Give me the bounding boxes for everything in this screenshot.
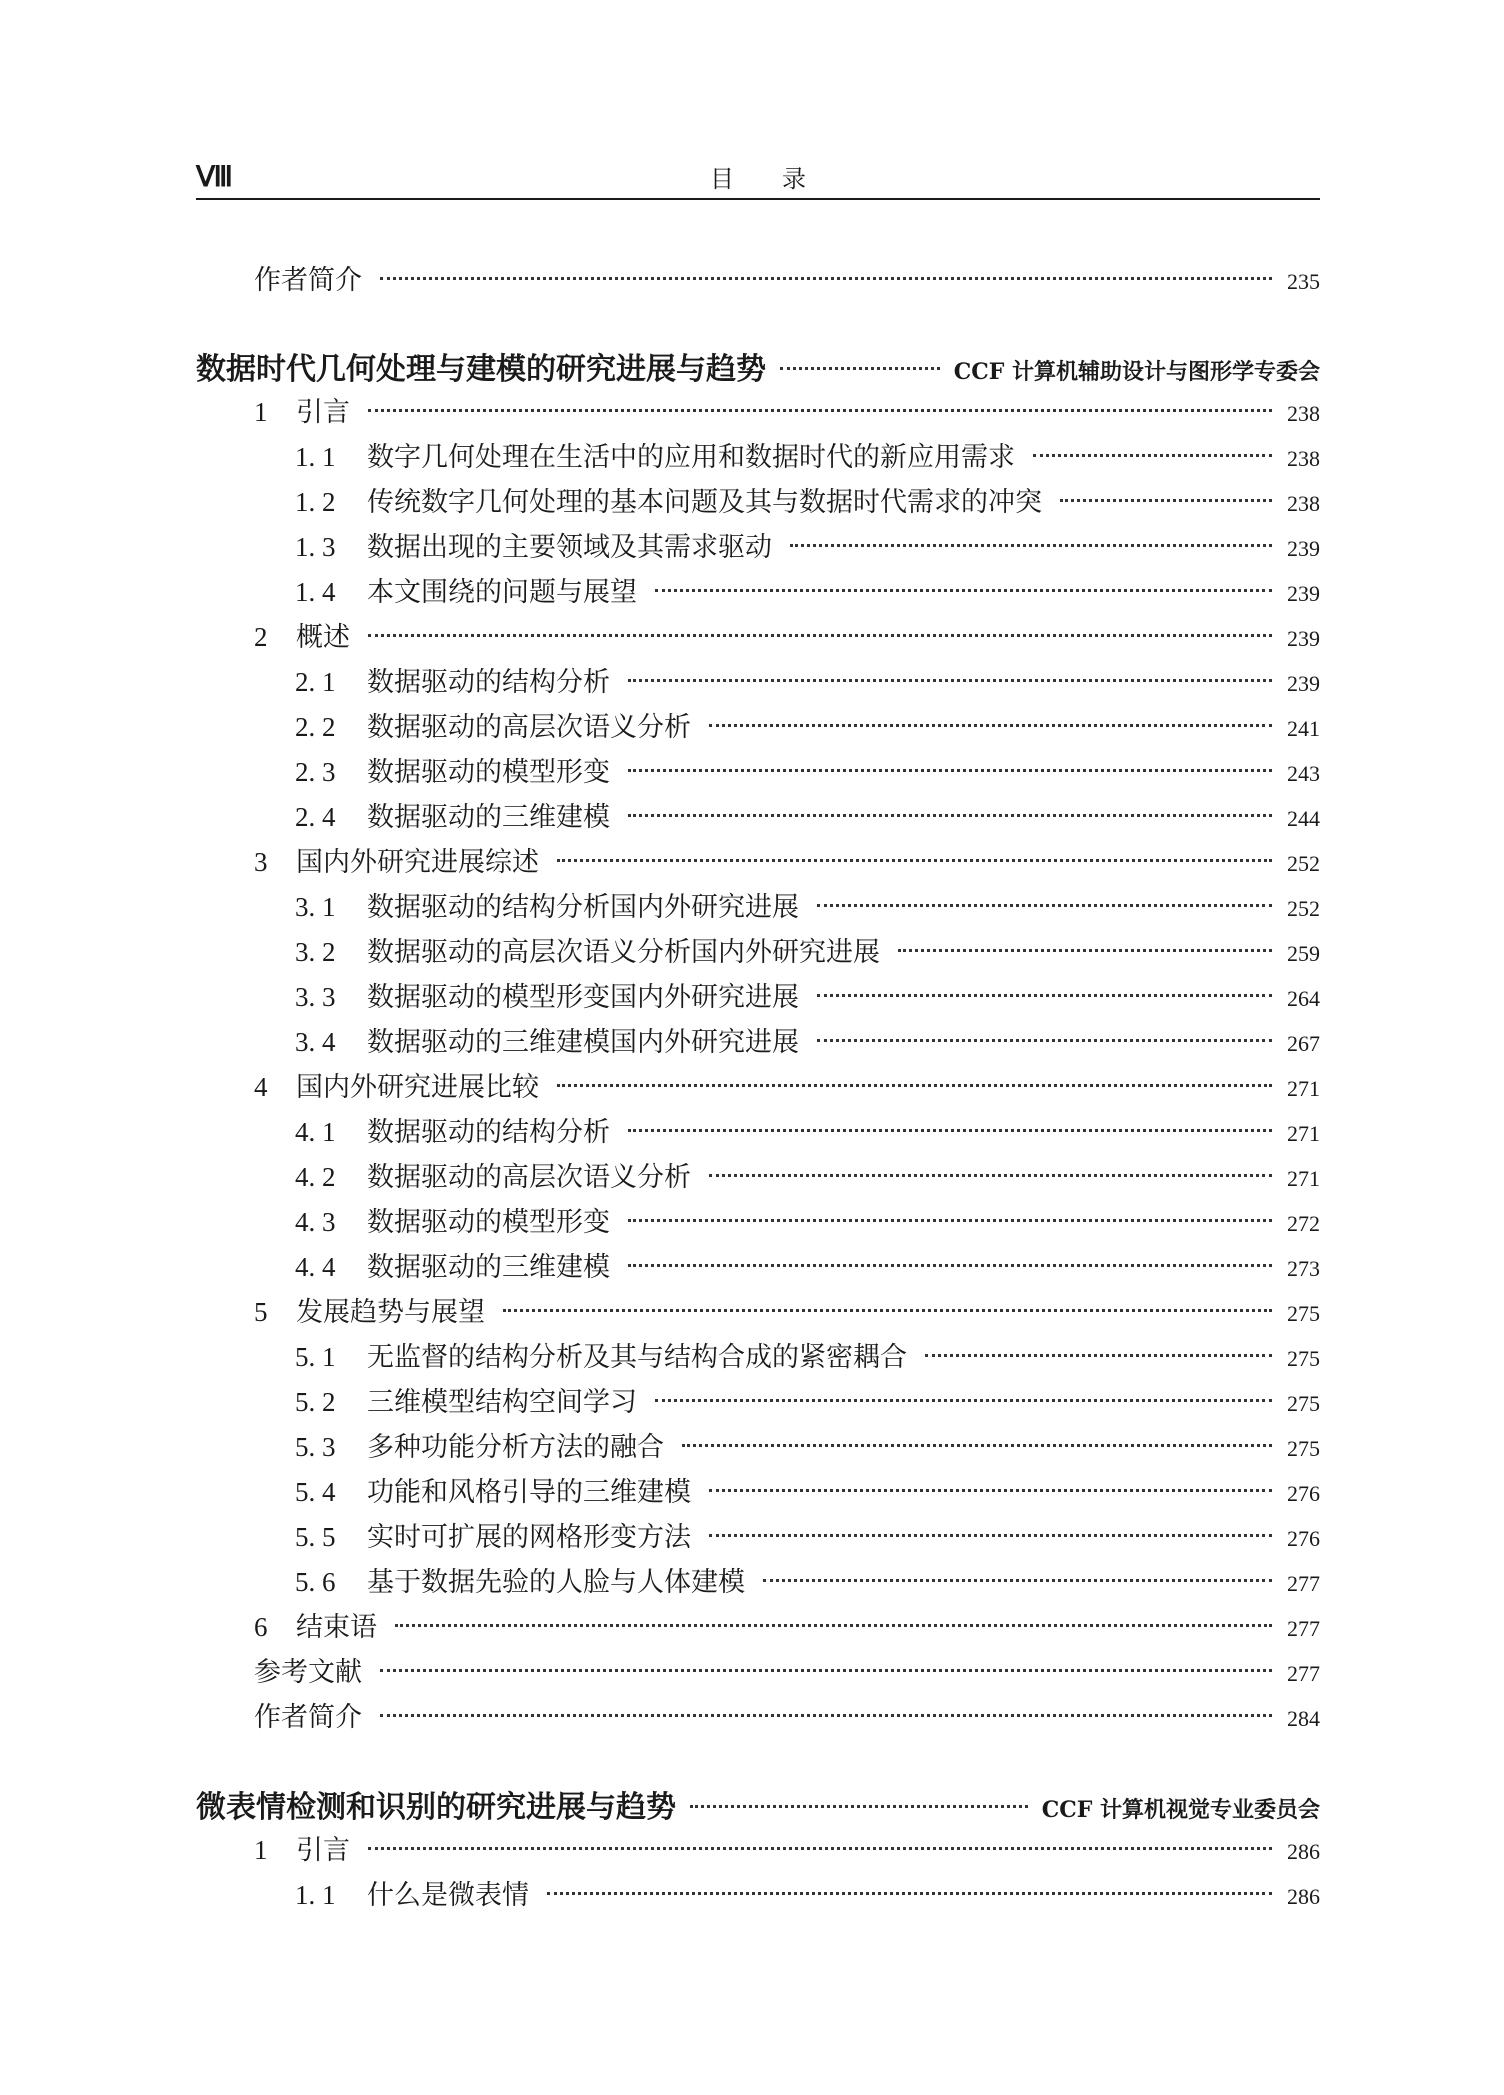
section-number: 1. 1 <box>295 1880 336 1910</box>
section-title: 结束语 <box>296 1612 377 1643</box>
dot-leader <box>380 277 1272 280</box>
section-number: 5 <box>254 1297 268 1327</box>
page-ref: 243 <box>1287 761 1320 786</box>
page-ref: 239 <box>1287 626 1320 651</box>
dot-leader <box>780 367 940 370</box>
toc-entry <box>295 480 1320 520</box>
dot-leader <box>709 724 1272 727</box>
dot-leader <box>690 1805 1028 1808</box>
dot-leader <box>628 1219 1272 1222</box>
toc-entry <box>254 390 1320 430</box>
section-title: 国内外研究进展综述 <box>296 847 539 878</box>
page-ref: 238 <box>1287 401 1320 426</box>
toc-entry <box>295 1380 1320 1420</box>
section-number: 3. 2 <box>295 937 336 967</box>
section-number: 5. 4 <box>295 1477 336 1507</box>
section-number: 4. 4 <box>295 1252 336 1282</box>
toc-entry <box>254 1065 1320 1105</box>
section-number: 4. 1 <box>295 1117 336 1147</box>
dot-leader <box>1060 499 1272 502</box>
section-title: 数据驱动的高层次语义分析 <box>367 1162 691 1193</box>
toc-chapter-title <box>196 1782 1320 1825</box>
section-number: 5. 1 <box>295 1342 336 1372</box>
toc-entry <box>254 840 1320 880</box>
dot-leader <box>709 1174 1272 1177</box>
toc-entry <box>254 1650 1320 1690</box>
dot-leader <box>709 1489 1272 1492</box>
section-number: 4. 3 <box>295 1207 336 1237</box>
page-ref: 286 <box>1287 1884 1320 1909</box>
page-ref: 239 <box>1287 581 1320 606</box>
toc-entry <box>295 795 1320 835</box>
dot-leader <box>655 1399 1272 1402</box>
section-title: 无监督的结构分析及其与结构合成的紧密耦合 <box>367 1342 907 1373</box>
toc-entry <box>295 660 1320 700</box>
dot-leader <box>682 1444 1272 1447</box>
dot-leader <box>557 859 1272 862</box>
chapter-author-org: CCF 计算机辅助设计与图形学专委会 <box>953 359 1320 385</box>
dot-leader <box>368 1847 1272 1850</box>
toc-entry <box>295 705 1320 745</box>
dot-leader <box>817 904 1272 907</box>
section-title: 基于数据先验的人脸与人体建模 <box>367 1567 745 1598</box>
running-title: 目 录 <box>710 165 806 193</box>
page-ref: 238 <box>1287 491 1320 516</box>
toc-entry <box>295 1873 1320 1913</box>
section-title: 国内外研究进展比较 <box>296 1072 539 1103</box>
chapter-author-org: CCF 计算机视觉专业委员会 <box>1041 1797 1320 1823</box>
toc-entry <box>295 1245 1320 1285</box>
page-ref: 286 <box>1287 1839 1320 1864</box>
toc-entry <box>295 435 1320 475</box>
dot-leader <box>628 679 1272 682</box>
dot-leader <box>898 949 1272 952</box>
page-ref: 276 <box>1287 1481 1320 1506</box>
section-title: 数据驱动的高层次语义分析 <box>367 712 691 743</box>
toc-entry <box>295 930 1320 970</box>
section-title: 作者简介 <box>254 1702 362 1733</box>
page-ref: 239 <box>1287 671 1320 696</box>
section-title: 引言 <box>296 1835 350 1866</box>
section-number: 2. 3 <box>295 757 336 787</box>
section-number: 5. 5 <box>295 1522 336 1552</box>
toc-entry <box>295 525 1320 565</box>
dot-leader <box>557 1084 1272 1087</box>
chapter-title: 数据时代几何处理与建模的研究进展与趋势 <box>196 352 766 387</box>
section-number: 5. 3 <box>295 1432 336 1462</box>
dot-leader <box>655 589 1272 592</box>
section-number: 1. 1 <box>295 442 336 472</box>
section-title: 作者简介 <box>254 265 362 296</box>
dot-leader <box>817 994 1272 997</box>
toc-entry <box>295 570 1320 610</box>
section-title: 数据驱动的三维建模 <box>367 802 610 833</box>
toc-entry <box>295 1515 1320 1555</box>
toc-entry <box>295 975 1320 1015</box>
toc-entry <box>254 1695 1320 1735</box>
toc-entry <box>254 615 1320 655</box>
section-number: 3 <box>254 847 268 877</box>
page-ref: 271 <box>1287 1121 1320 1146</box>
toc-entry <box>295 1110 1320 1150</box>
toc-entry <box>295 1155 1320 1195</box>
section-number: 2. 2 <box>295 712 336 742</box>
page-ref: 244 <box>1287 806 1320 831</box>
toc-entry <box>295 1200 1320 1240</box>
chapter-title: 微表情检测和识别的研究进展与趋势 <box>196 1790 676 1825</box>
section-title: 引言 <box>296 397 350 428</box>
toc-entry <box>295 1020 1320 1060</box>
page-ref: 267 <box>1287 1031 1320 1056</box>
page-ref: 271 <box>1287 1166 1320 1191</box>
toc-entry <box>254 1828 1320 1868</box>
page-ref: 252 <box>1287 851 1320 876</box>
section-title: 数据驱动的模型形变 <box>367 757 610 788</box>
toc-entry <box>254 1290 1320 1330</box>
section-number: 2. 4 <box>295 802 336 832</box>
section-title: 数据驱动的模型形变国内外研究进展 <box>367 982 799 1013</box>
section-title: 传统数字几何处理的基本问题及其与数据时代需求的冲突 <box>367 487 1042 518</box>
section-number: 1. 4 <box>295 577 336 607</box>
page-ref: 252 <box>1287 896 1320 921</box>
section-title: 发展趋势与展望 <box>296 1297 485 1328</box>
section-number: 3. 3 <box>295 982 336 1012</box>
page-ref: 272 <box>1287 1211 1320 1236</box>
dot-leader <box>817 1039 1272 1042</box>
page-ref: 277 <box>1287 1661 1320 1686</box>
dot-leader <box>380 1714 1272 1717</box>
dot-leader <box>547 1892 1272 1895</box>
section-title: 数字几何处理在生活中的应用和数据时代的新应用需求 <box>367 442 1015 473</box>
section-title: 三维模型结构空间学习 <box>367 1387 637 1418</box>
section-title: 参考文献 <box>254 1657 362 1688</box>
toc-entry <box>295 1425 1320 1465</box>
section-number: 4 <box>254 1072 268 1102</box>
section-title: 数据驱动的结构分析 <box>367 667 610 698</box>
section-title: 实时可扩展的网格形变方法 <box>367 1522 691 1553</box>
dot-leader <box>628 769 1272 772</box>
page-ref: 271 <box>1287 1076 1320 1101</box>
section-number: 5. 6 <box>295 1567 336 1597</box>
toc-entry <box>295 885 1320 925</box>
page-ref: 238 <box>1287 446 1320 471</box>
section-title: 概述 <box>296 622 350 653</box>
running-header <box>196 158 1320 200</box>
toc-entry <box>295 1470 1320 1510</box>
section-title: 数据驱动的高层次语义分析国内外研究进展 <box>367 937 880 968</box>
toc-entry <box>295 1560 1320 1600</box>
section-number: 2 <box>254 622 268 652</box>
toc-entry <box>254 258 1320 298</box>
section-title: 数据驱动的三维建模 <box>367 1252 610 1283</box>
toc-chapter-title <box>196 344 1320 387</box>
section-number: 1. 3 <box>295 532 336 562</box>
section-title: 数据驱动的结构分析 <box>367 1117 610 1148</box>
page-ref: 275 <box>1287 1301 1320 1326</box>
page-number: Ⅷ <box>196 162 232 193</box>
dot-leader <box>628 1264 1272 1267</box>
section-title: 数据驱动的结构分析国内外研究进展 <box>367 892 799 923</box>
dot-leader <box>628 1129 1272 1132</box>
page-ref: 275 <box>1287 1346 1320 1371</box>
page-ref: 276 <box>1287 1526 1320 1551</box>
page-ref: 273 <box>1287 1256 1320 1281</box>
toc-entry <box>254 1605 1320 1645</box>
page-ref: 277 <box>1287 1616 1320 1641</box>
dot-leader <box>763 1579 1272 1582</box>
section-title: 功能和风格引导的三维建模 <box>367 1477 691 1508</box>
section-number: 4. 2 <box>295 1162 336 1192</box>
dot-leader <box>628 814 1272 817</box>
page-ref: 284 <box>1287 1706 1320 1731</box>
section-title: 什么是微表情 <box>367 1880 529 1911</box>
page-ref: 264 <box>1287 986 1320 1011</box>
dot-leader <box>925 1354 1272 1357</box>
section-number: 3. 1 <box>295 892 336 922</box>
dot-leader <box>368 634 1272 637</box>
section-number: 6 <box>254 1612 268 1642</box>
dot-leader <box>790 544 1272 547</box>
section-number: 1 <box>254 1835 268 1865</box>
page-ref: 241 <box>1287 716 1320 741</box>
page-ref: 235 <box>1287 269 1320 294</box>
page-ref: 239 <box>1287 536 1320 561</box>
page-ref: 275 <box>1287 1391 1320 1416</box>
section-number: 1. 2 <box>295 487 336 517</box>
section-title: 数据驱动的模型形变 <box>367 1207 610 1238</box>
dot-leader <box>503 1309 1272 1312</box>
section-title: 数据驱动的三维建模国内外研究进展 <box>367 1027 799 1058</box>
section-number: 1 <box>254 397 268 427</box>
section-title: 本文围绕的问题与展望 <box>367 577 637 608</box>
section-number: 3. 4 <box>295 1027 336 1057</box>
toc-entry <box>295 750 1320 790</box>
section-title: 数据出现的主要领域及其需求驱动 <box>367 532 772 563</box>
dot-leader <box>380 1669 1272 1672</box>
dot-leader <box>1033 454 1272 457</box>
page-ref: 259 <box>1287 941 1320 966</box>
dot-leader <box>395 1624 1272 1627</box>
toc-entry <box>295 1335 1320 1375</box>
dot-leader <box>709 1534 1272 1537</box>
dot-leader <box>368 409 1272 412</box>
section-number: 2. 1 <box>295 667 336 697</box>
page-ref: 277 <box>1287 1571 1320 1596</box>
section-title: 多种功能分析方法的融合 <box>367 1432 664 1463</box>
section-number: 5. 2 <box>295 1387 336 1417</box>
page-ref: 275 <box>1287 1436 1320 1461</box>
